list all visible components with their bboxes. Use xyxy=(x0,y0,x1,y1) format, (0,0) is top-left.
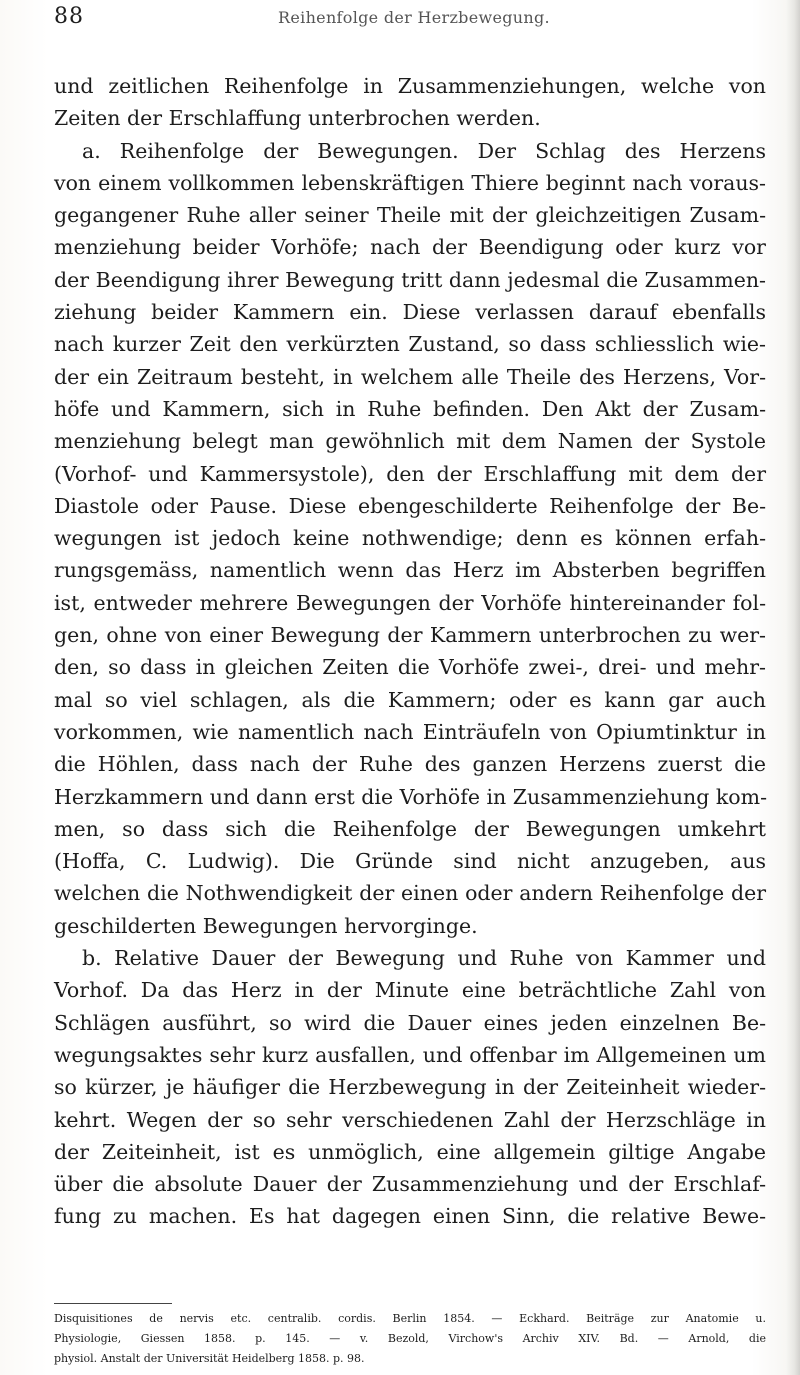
body-line: gen, ohne von einer Bewegung der Kammern unterbrochen zu wer- xyxy=(54,623,766,648)
footnote-line: Disquisitiones de nervis etc. centralib. cordis. Berlin 1854. — Eckhard. Beiträge zur Anatomie u. xyxy=(54,1312,766,1325)
body-line: der ein Zeitraum besteht, in welchem alle Theile des Herzens, Vor- xyxy=(54,364,766,389)
body-line: men, so dass sich die Reihenfolge der Bewegungen umkehrt xyxy=(54,816,766,841)
body-line: wegungsaktes sehr kurz ausfallen, und offenbar im Allgemeinen um xyxy=(54,1042,766,1067)
section-heading-line: a. Reihenfolge der Bewegungen. Der Schlag des Herzens xyxy=(82,138,766,163)
footnote-divider xyxy=(54,1303,172,1304)
body-line: ziehung beider Kammern ein. Diese verlassen darauf ebenfalls xyxy=(54,300,766,325)
body-line: vorkommen, wie namentlich nach Einträufeln von Opiumtinktur in xyxy=(54,719,766,744)
body-line: so kürzer, je häufiger die Herzbewegung in der Zeiteinheit wieder- xyxy=(54,1075,766,1100)
body-line: fung zu machen. Es hat dagegen einen Sinn, die relative Bewe- xyxy=(54,1204,766,1229)
body-line: wegungen ist jedoch keine nothwendige; denn es können erfah- xyxy=(54,526,766,551)
page-edge-shadow xyxy=(786,0,800,1375)
body-line: und zeitlichen Reihenfolge in Zusammenziehungen, welche von xyxy=(54,74,766,98)
body-line: von einem vollkommen lebenskräftigen Thiere beginnt nach voraus- xyxy=(54,170,766,195)
body-line: Schlägen ausführt, so wird die Dauer eines jeden einzelnen Be- xyxy=(54,1010,766,1035)
footnote-line: Physiologie, Giessen 1858. p. 145. — v. Bezold, Virchow's Archiv XIV. Bd. — Arnold, die xyxy=(54,1332,766,1345)
body-line: nach kurzer Zeit den verkürzten Zustand, so dass schliesslich wie- xyxy=(54,332,766,357)
section-heading-line: b. Relative Dauer der Bewegung und Ruhe von Kammer und xyxy=(82,946,766,971)
body-line: mal so viel schlagen, als die Kammern; oder es kann gar auch xyxy=(54,687,766,712)
running-head: Reihenfolge der Herzbewegung. xyxy=(278,8,550,27)
page-number: 88 xyxy=(54,4,84,29)
body-line: welchen die Nothwendigkeit der einen oder andern Reihenfolge der xyxy=(54,881,766,906)
body-line: Diastole oder Pause. Diese ebengeschilderte Reihenfolge der Be- xyxy=(54,493,766,518)
body-line: Herzkammern und dann erst die Vorhöfe in Zusammenziehung kom- xyxy=(54,784,768,809)
body-line: der Beendigung ihrer Bewegung tritt dann jedesmal die Zusammen- xyxy=(54,267,766,292)
body-line: rungsgemäss, namentlich wenn das Herz im Absterben begriffen xyxy=(54,558,766,583)
body-line: ist, entweder mehrere Bewegungen der Vorhöfe hintereinander fol- xyxy=(54,590,766,615)
body-line: höfe und Kammern, sich in Ruhe befinden. Den Akt der Zusam- xyxy=(54,396,766,421)
body-line: den, so dass in gleichen Zeiten die Vorhöfe zwei-, drei- und mehr- xyxy=(54,655,766,680)
body-line: geschilderten Bewegungen hervorginge. xyxy=(54,913,478,938)
body-text xyxy=(54,70,766,1233)
body-line: menziehung beider Vorhöfe; nach der Beendigung oder kurz vor xyxy=(54,235,766,260)
body-line: Zeiten der Erschlaffung unterbrochen werden. xyxy=(54,106,541,131)
body-line: (Vorhof- und Kammersystole), den der Erschlaffung mit dem der xyxy=(54,461,766,486)
body-line: Vorhof. Da das Herz in der Minute eine beträchtliche Zahl von xyxy=(54,978,766,1003)
body-line: menziehung belegt man gewöhnlich mit dem Namen der Systole xyxy=(54,429,766,454)
body-line: (Hoffa, C. Ludwig). Die Gründe sind nicht anzugeben, aus xyxy=(54,849,766,874)
page-header xyxy=(54,4,774,38)
body-line: gegangener Ruhe aller seiner Theile mit der gleichzeitigen Zusam- xyxy=(54,203,766,228)
body-line: über die absolute Dauer der Zusammenziehung und der Erschlaf- xyxy=(54,1172,766,1197)
body-line: kehrt. Wegen der so sehr verschiedenen Zahl der Herzschläge in xyxy=(54,1107,766,1132)
body-line: der Zeiteinheit, ist es unmöglich, eine allgemein giltige Angabe xyxy=(54,1139,766,1164)
footnotes xyxy=(54,1309,766,1369)
footnote-line: physiol. Anstalt der Universität Heidelberg 1858. p. 98. xyxy=(54,1352,365,1365)
body-line: die Höhlen, dass nach der Ruhe des ganzen Herzens zuerst die xyxy=(54,752,766,777)
